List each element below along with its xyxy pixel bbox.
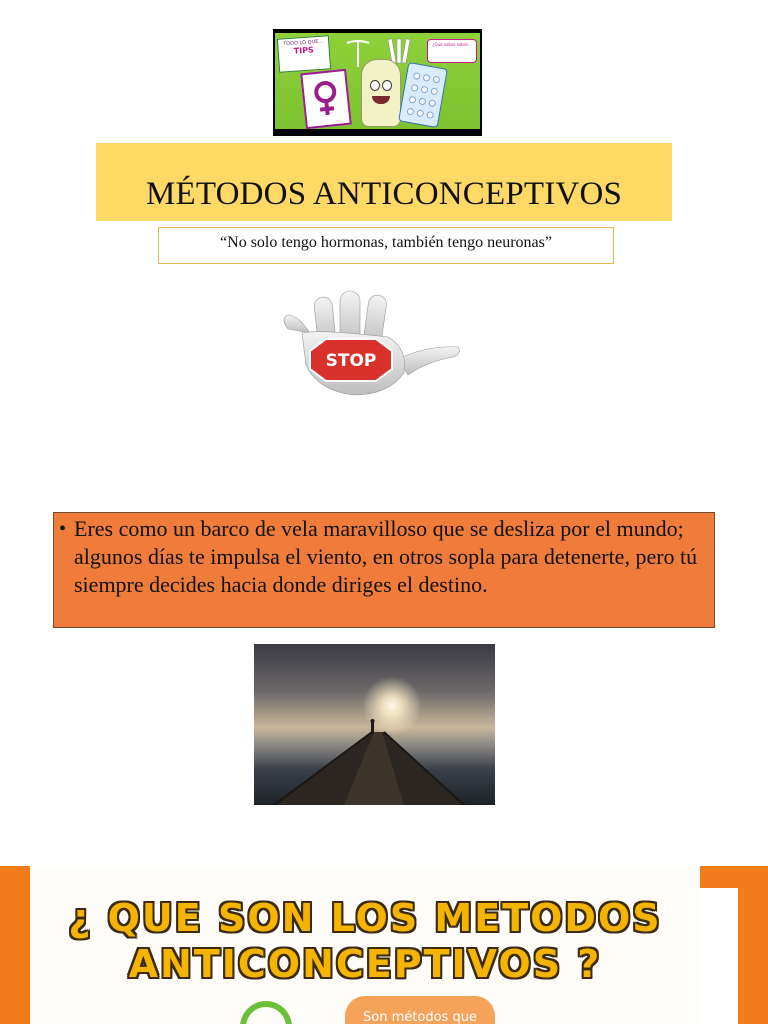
speech-bubble xyxy=(427,39,477,63)
pill-dot xyxy=(418,97,426,105)
banner-background xyxy=(275,33,480,129)
pill-pack-icon xyxy=(398,62,448,128)
female-symbol-icon xyxy=(300,69,352,130)
pier-sunset-photo xyxy=(254,644,495,805)
stop-sign-text: STOP xyxy=(325,351,377,371)
cloud-text: Son métodos que xyxy=(363,1010,477,1024)
tips-big-text: TIPS xyxy=(293,45,315,56)
frame-right-inner xyxy=(700,888,738,1024)
pill-dot xyxy=(420,86,428,94)
question-heading-line2: ANTICONCEPTIVOS ? xyxy=(128,942,602,986)
frame-right-notch xyxy=(700,866,738,888)
tips-label xyxy=(277,35,331,73)
question-heading-line1: ¿ QUE SON LOS METODOS xyxy=(68,896,662,940)
stop-hand-image xyxy=(258,289,468,399)
pill-dot xyxy=(426,111,434,119)
frame-left-bar xyxy=(0,866,30,1024)
pill-dot xyxy=(430,87,438,95)
condom-character-icon xyxy=(361,59,401,127)
quote-box xyxy=(158,227,614,264)
speech-bubble-text: ¿Qué sabes sobre... xyxy=(432,42,472,47)
condom-eye-left xyxy=(370,80,380,91)
quote-text: “No solo tengo hormonas, también tengo neuronas” xyxy=(220,234,552,251)
pill-dot xyxy=(408,96,416,104)
tips-small-text: TODO LO QUE... xyxy=(283,38,324,48)
cloud-bubble xyxy=(345,996,495,1024)
pill-dot xyxy=(413,72,421,80)
contraception-banner-image xyxy=(273,29,482,136)
condom-mouth xyxy=(372,96,390,104)
next-slide-content xyxy=(30,866,700,1024)
pill-dot xyxy=(406,108,414,116)
message-box xyxy=(53,512,715,628)
bullet-marker: • xyxy=(59,518,67,540)
title-banner xyxy=(96,143,672,221)
frame-right-bar xyxy=(738,866,768,1024)
pill-dot xyxy=(432,76,440,84)
green-arrow-icon xyxy=(240,1001,292,1024)
page-title: MÉTODOS ANTICONCEPTIVOS xyxy=(145,176,623,212)
message-text: Eres como un barco de vela maravilloso que se desliza por el mundo; algunos días te impulsa el viento, en otros sopla para detenerte, pero tú siempre decides hacia donde diriges el destino. xyxy=(74,516,698,597)
pill-dot xyxy=(416,109,424,117)
pill-dot xyxy=(428,99,436,107)
pill-dot xyxy=(411,84,419,92)
pill-dot xyxy=(422,74,430,82)
condom-eye-right xyxy=(382,80,392,91)
next-slide-preview xyxy=(0,866,768,1024)
